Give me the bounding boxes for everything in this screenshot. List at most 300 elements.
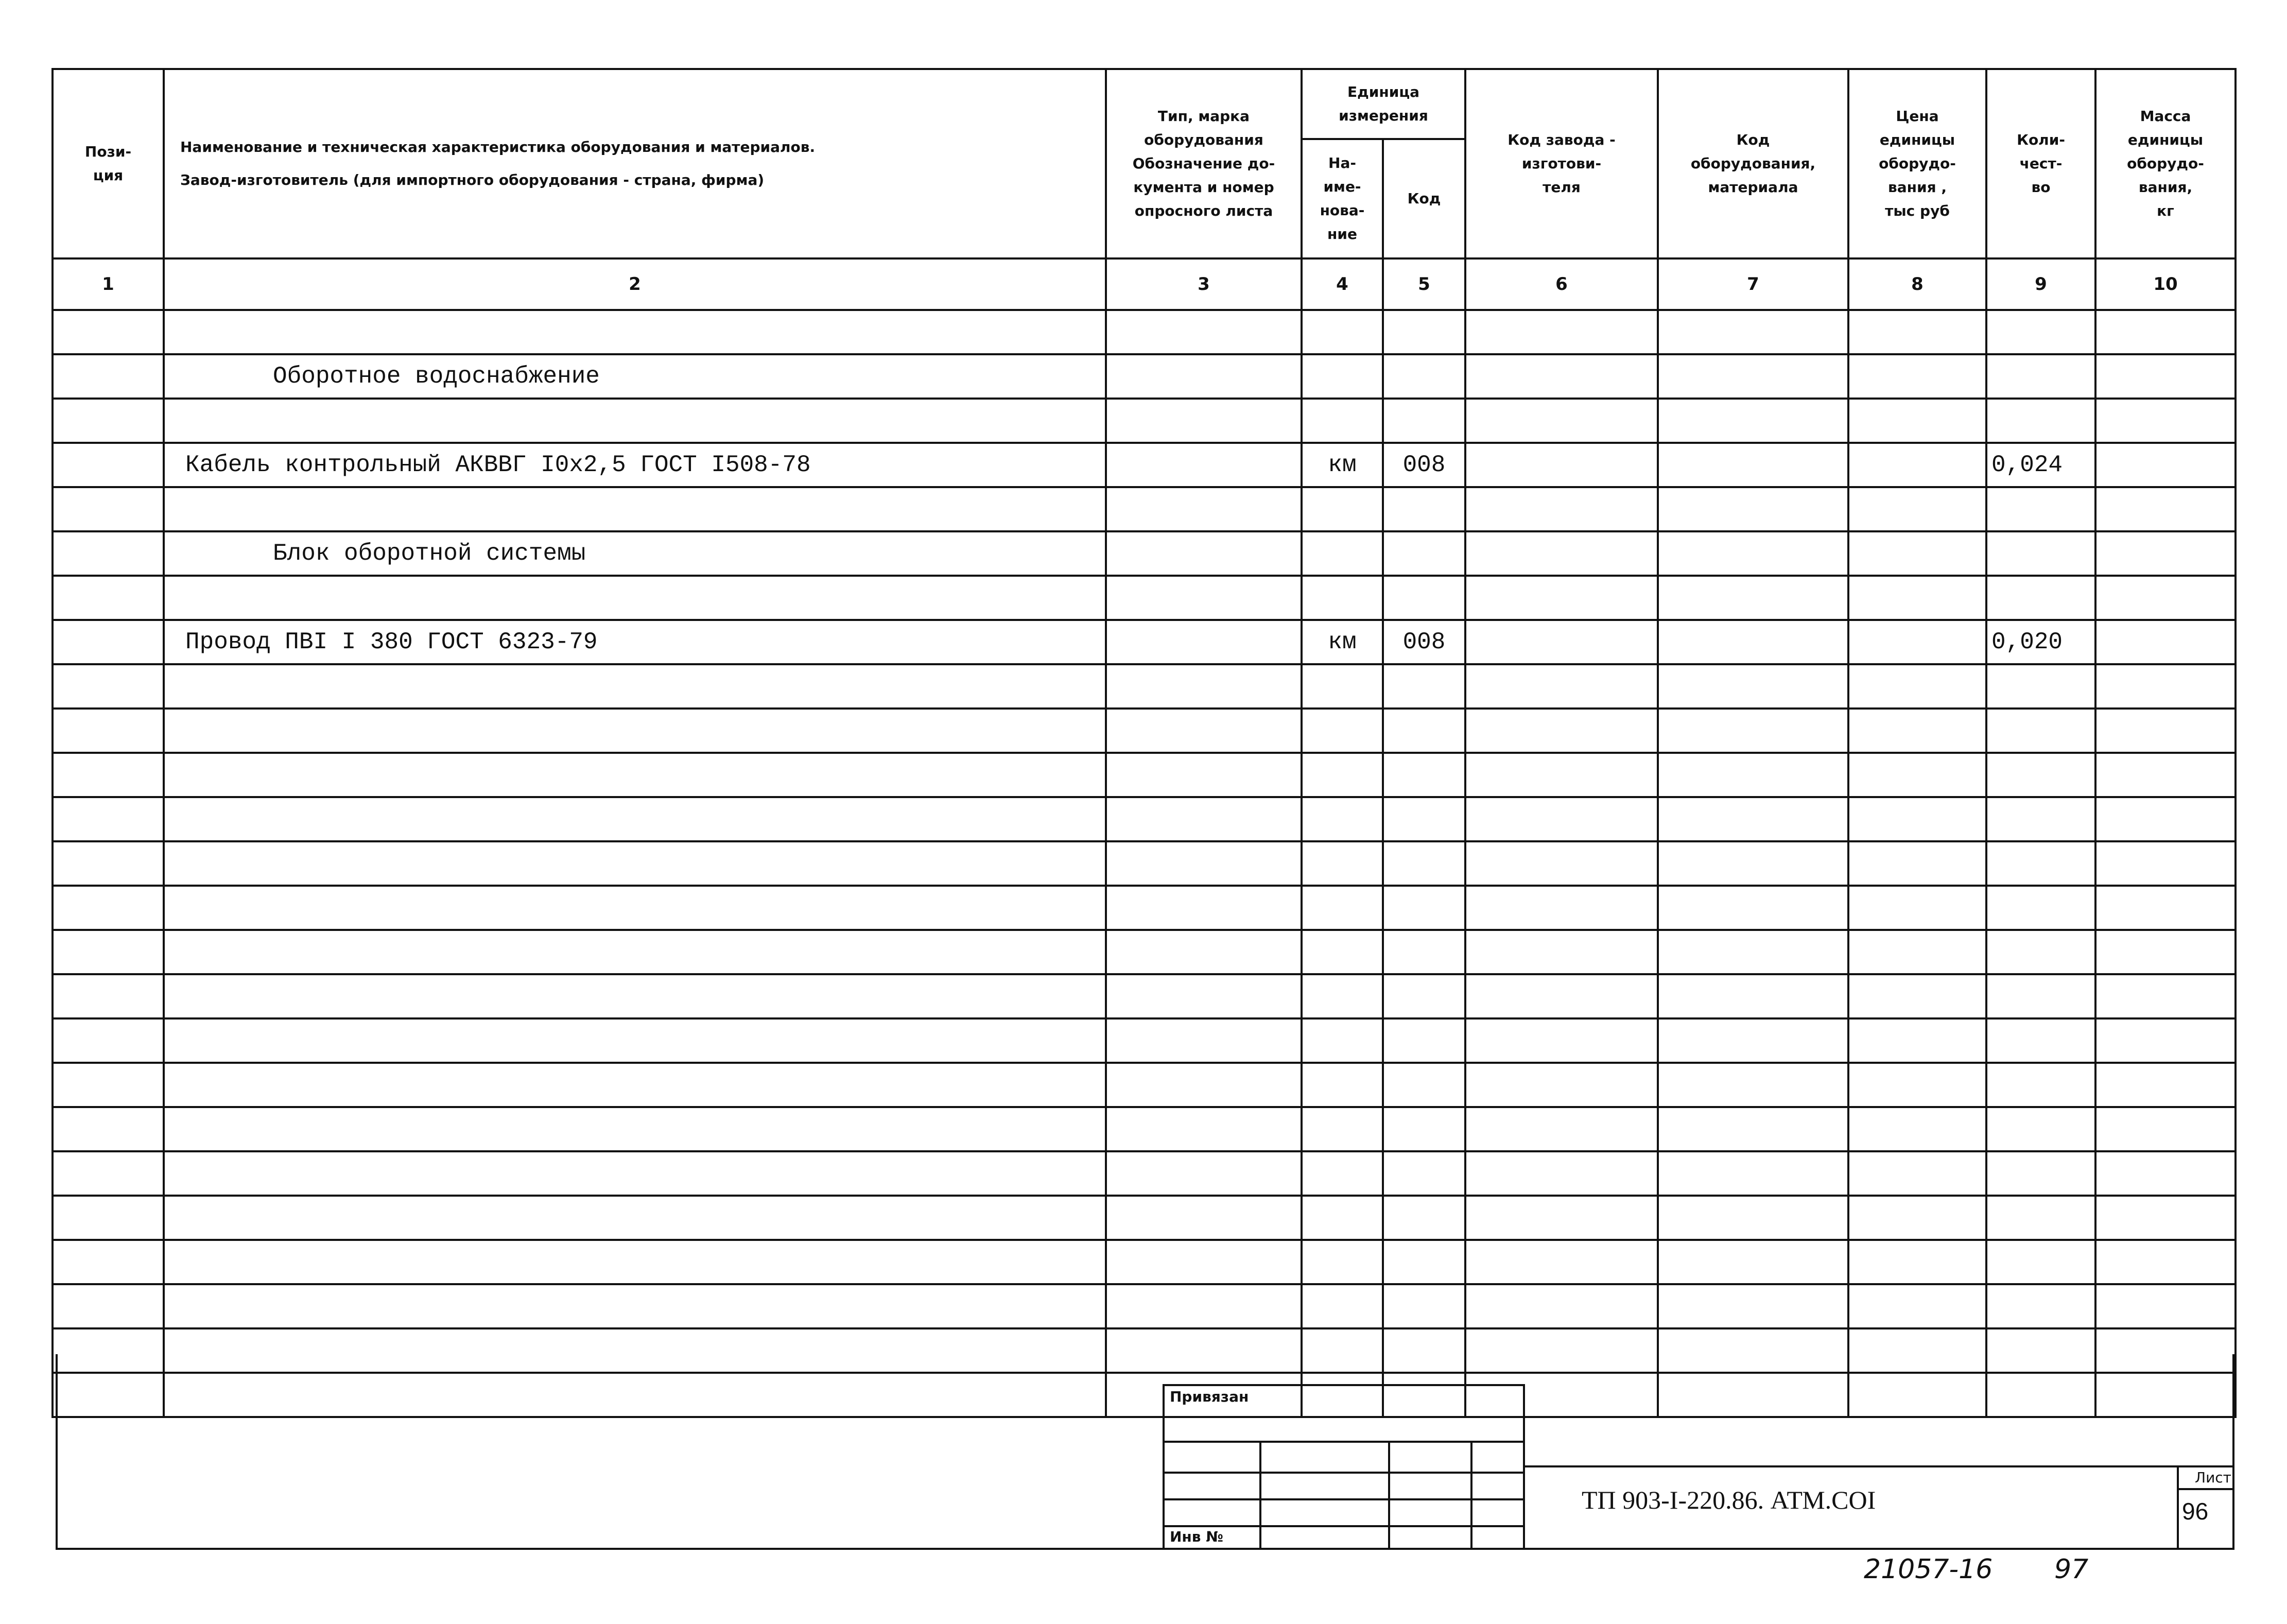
name-cell	[164, 310, 1106, 354]
equipment-code-cell	[1658, 709, 1848, 753]
sheet-box	[2177, 1465, 2234, 1550]
quantity-cell	[1986, 310, 2095, 354]
plant-code-cell	[1465, 841, 1658, 886]
type-cell	[1106, 576, 1302, 620]
name-cell	[164, 1151, 1106, 1196]
position-cell	[53, 1240, 164, 1284]
table-row	[53, 841, 2236, 886]
header-type	[1106, 69, 1302, 258]
equipment-code-cell	[1658, 886, 1848, 930]
plant-code-cell	[1465, 1063, 1658, 1107]
plant-code-cell	[1465, 1151, 1658, 1196]
table-row	[53, 576, 2236, 620]
name-cell	[164, 399, 1106, 443]
mass-cell	[2095, 487, 2236, 531]
price-cell	[1848, 664, 1986, 709]
name-cell	[164, 487, 1106, 531]
unit-name-cell: км	[1302, 443, 1383, 487]
header-mass-line5: кг	[2157, 202, 2174, 219]
name-cell: Провод ПВI I 380 ГОСТ 6323-79	[164, 620, 1106, 664]
name-cell	[164, 1063, 1106, 1107]
mass-cell	[2095, 1240, 2236, 1284]
type-cell	[1106, 841, 1302, 886]
header-unit-line1: Единица	[1347, 83, 1419, 100]
plant-code-cell	[1465, 399, 1658, 443]
plant-code-cell	[1465, 576, 1658, 620]
plant-code-cell	[1465, 310, 1658, 354]
header-unit-name-line2: име-	[1323, 178, 1361, 195]
table-row	[53, 1018, 2236, 1063]
equipment-code-cell	[1658, 354, 1848, 399]
equipment-code-cell	[1658, 1151, 1848, 1196]
quantity-cell	[1986, 709, 2095, 753]
unit-name-cell	[1302, 487, 1383, 531]
unit-code-cell	[1383, 399, 1465, 443]
position-cell	[53, 1018, 164, 1063]
header-name-line1: Наименование и техническая характеристика оборудования и материалов.	[180, 139, 816, 156]
document-code-box	[1525, 1465, 2234, 1550]
quantity-cell	[1986, 354, 2095, 399]
table-row	[53, 487, 2236, 531]
position-cell	[53, 1196, 164, 1240]
header-plant-line3: теля	[1543, 179, 1581, 196]
quantity-cell	[1986, 399, 2095, 443]
table-row	[53, 531, 2236, 576]
sheet-number: 96	[2182, 1498, 2209, 1525]
plant-code-cell	[1465, 1018, 1658, 1063]
mass-cell	[2095, 1107, 2236, 1151]
quantity-cell: 0,020	[1986, 620, 2095, 664]
mass-cell	[2095, 930, 2236, 974]
quantity-cell	[1986, 531, 2095, 576]
equipment-code-cell	[1658, 620, 1848, 664]
unit-name-cell	[1302, 886, 1383, 930]
mass-cell	[2095, 841, 2236, 886]
header-unit-name-line4: ние	[1327, 226, 1357, 243]
equipment-code-cell	[1658, 1240, 1848, 1284]
header-qty-line3: во	[2031, 179, 2051, 196]
unit-code-cell	[1383, 664, 1465, 709]
title-stamp	[1163, 1384, 1525, 1550]
header-unit-name-line3: нова-	[1320, 202, 1365, 219]
header-price	[1848, 69, 1986, 258]
quantity-cell	[1986, 753, 2095, 797]
plant-code-cell	[1465, 709, 1658, 753]
unit-name-cell	[1302, 531, 1383, 576]
price-cell	[1848, 443, 1986, 487]
unit-code-cell	[1383, 709, 1465, 753]
header-unit-name-line1: На-	[1328, 154, 1356, 171]
price-cell	[1848, 531, 1986, 576]
price-cell	[1848, 1151, 1986, 1196]
header-qty-line2: чест-	[2019, 155, 2063, 172]
plant-code-cell	[1465, 753, 1658, 797]
equipment-code-cell	[1658, 664, 1848, 709]
name-cell	[164, 1018, 1106, 1063]
type-cell	[1106, 487, 1302, 531]
name-cell	[164, 974, 1106, 1018]
mass-cell	[2095, 974, 2236, 1018]
type-cell	[1106, 664, 1302, 709]
header-mass-line1: Масса	[2140, 108, 2191, 125]
unit-code-cell	[1383, 1284, 1465, 1328]
plant-code-cell	[1465, 1196, 1658, 1240]
mass-cell	[2095, 399, 2236, 443]
quantity-cell	[1986, 930, 2095, 974]
header-quantity	[1986, 69, 2095, 258]
stamp-inv-label: Инв №	[1170, 1528, 1223, 1545]
position-cell	[53, 841, 164, 886]
quantity-cell	[1986, 1018, 2095, 1063]
header-price-line4: вания ,	[1888, 179, 1947, 196]
price-cell	[1848, 753, 1986, 797]
equipment-code-cell	[1658, 1063, 1848, 1107]
plant-code-cell	[1465, 354, 1658, 399]
plant-code-cell	[1465, 487, 1658, 531]
quantity-cell	[1986, 487, 2095, 531]
plant-code-cell	[1465, 1284, 1658, 1328]
unit-name-cell	[1302, 930, 1383, 974]
equipment-code-cell	[1658, 1196, 1848, 1240]
quantity-cell	[1986, 886, 2095, 930]
header-equip-line1: Код	[1736, 131, 1770, 148]
unit-code-cell	[1383, 531, 1465, 576]
unit-name-cell: км	[1302, 620, 1383, 664]
header-qty-line1: Коли-	[2017, 131, 2065, 148]
price-cell	[1848, 1018, 1986, 1063]
price-cell	[1848, 1284, 1986, 1328]
position-cell	[53, 487, 164, 531]
price-cell	[1848, 399, 1986, 443]
name-cell	[164, 1107, 1106, 1151]
column-numbers-row	[53, 258, 2236, 310]
header-type-line2: оборудования	[1144, 131, 1263, 148]
position-cell	[53, 930, 164, 974]
header-unit-line2: измерения	[1339, 107, 1428, 124]
mass-cell	[2095, 664, 2236, 709]
type-cell	[1106, 974, 1302, 1018]
name-cell	[164, 576, 1106, 620]
header-position-line1: Пози-	[84, 143, 132, 160]
mass-cell	[2095, 797, 2236, 841]
unit-name-cell	[1302, 841, 1383, 886]
price-cell	[1848, 487, 1986, 531]
type-cell	[1106, 886, 1302, 930]
unit-name-cell	[1302, 1107, 1383, 1151]
position-cell	[53, 1063, 164, 1107]
name-cell: Кабель контрольный АКВВГ I0х2,5 ГОСТ I508-78	[164, 443, 1106, 487]
column-number: 10	[2095, 258, 2236, 310]
column-number: 9	[1986, 258, 2095, 310]
plant-code-cell	[1465, 1107, 1658, 1151]
plant-code-cell	[1465, 620, 1658, 664]
unit-code-cell	[1383, 487, 1465, 531]
unit-code-cell	[1383, 1107, 1465, 1151]
type-cell	[1106, 797, 1302, 841]
unit-code-cell	[1383, 1018, 1465, 1063]
quantity-cell	[1986, 664, 2095, 709]
unit-name-cell	[1302, 974, 1383, 1018]
name-cell	[164, 753, 1106, 797]
plant-code-cell	[1465, 974, 1658, 1018]
document-code: ТП 903-I-220.86. АТМ.СОI	[1582, 1485, 1876, 1514]
column-number: 2	[164, 258, 1106, 310]
table-row	[53, 1284, 2236, 1328]
plant-code-cell	[1465, 531, 1658, 576]
stamp-linked-label: Привязан	[1170, 1388, 1249, 1405]
position-cell	[53, 620, 164, 664]
quantity-cell	[1986, 1151, 2095, 1196]
plant-code-cell	[1465, 797, 1658, 841]
column-number: 6	[1465, 258, 1658, 310]
position-cell	[53, 576, 164, 620]
table-row	[53, 620, 2236, 664]
plant-code-cell	[1465, 886, 1658, 930]
mass-cell	[2095, 1196, 2236, 1240]
mass-cell	[2095, 753, 2236, 797]
name-cell	[164, 709, 1106, 753]
type-cell	[1106, 1063, 1302, 1107]
equipment-code-cell	[1658, 399, 1848, 443]
unit-code-cell	[1383, 576, 1465, 620]
equipment-code-cell	[1658, 974, 1848, 1018]
position-cell	[53, 664, 164, 709]
price-cell	[1848, 886, 1986, 930]
header-plant-line1: Код завода -	[1508, 131, 1616, 148]
mass-cell	[2095, 886, 2236, 930]
mass-cell	[2095, 443, 2236, 487]
mass-cell	[2095, 1284, 2236, 1328]
header-name	[164, 69, 1106, 258]
name-cell	[164, 841, 1106, 886]
column-number: 7	[1658, 258, 1848, 310]
type-cell	[1106, 531, 1302, 576]
mass-cell	[2095, 709, 2236, 753]
column-number: 1	[53, 258, 164, 310]
plant-code-cell	[1465, 443, 1658, 487]
quantity-cell	[1986, 1284, 2095, 1328]
name-cell: Блок оборотной системы	[164, 531, 1106, 576]
column-number: 4	[1302, 258, 1383, 310]
column-number: 8	[1848, 258, 1986, 310]
plant-code-cell	[1465, 930, 1658, 974]
unit-code-cell	[1383, 1063, 1465, 1107]
price-cell	[1848, 1107, 1986, 1151]
type-cell	[1106, 1196, 1302, 1240]
header-equip-line3: материала	[1708, 179, 1798, 196]
position-cell	[53, 310, 164, 354]
header-price-line5: тыс руб	[1885, 202, 1950, 219]
header-mass-line3: оборудо-	[2127, 155, 2204, 172]
table-row	[53, 709, 2236, 753]
type-cell	[1106, 930, 1302, 974]
plant-code-cell	[1465, 664, 1658, 709]
type-cell	[1106, 354, 1302, 399]
equipment-code-cell	[1658, 531, 1848, 576]
unit-name-cell	[1302, 1063, 1383, 1107]
price-cell	[1848, 576, 1986, 620]
unit-name-cell	[1302, 709, 1383, 753]
table-row	[53, 1240, 2236, 1284]
position-cell	[53, 1151, 164, 1196]
unit-code-cell	[1383, 354, 1465, 399]
table-body	[53, 310, 2236, 1417]
header-price-line3: оборудо-	[1879, 155, 1956, 172]
name-cell	[164, 1196, 1106, 1240]
header-mass-line2: единицы	[2127, 131, 2204, 148]
unit-code-cell	[1383, 974, 1465, 1018]
specification-table	[51, 68, 2237, 1418]
equipment-code-cell	[1658, 310, 1848, 354]
price-cell	[1848, 709, 1986, 753]
table-row	[53, 399, 2236, 443]
unit-name-cell	[1302, 1151, 1383, 1196]
quantity-cell	[1986, 1107, 2095, 1151]
sheet-label: Лист	[2179, 1465, 2234, 1490]
header-unit-code: Код	[1383, 139, 1465, 258]
table-row	[53, 1107, 2236, 1151]
equipment-code-cell	[1658, 487, 1848, 531]
header-plant-code	[1465, 69, 1658, 258]
quantity-cell	[1986, 1063, 2095, 1107]
type-cell	[1106, 1107, 1302, 1151]
column-number: 3	[1106, 258, 1302, 310]
header-position-line2: ция	[93, 167, 124, 184]
unit-code-cell	[1383, 797, 1465, 841]
equipment-code-cell	[1658, 797, 1848, 841]
type-cell	[1106, 399, 1302, 443]
table-row	[53, 797, 2236, 841]
position-cell	[53, 797, 164, 841]
unit-code-cell	[1383, 310, 1465, 354]
position-cell	[53, 753, 164, 797]
type-cell	[1106, 1284, 1302, 1328]
price-cell	[1848, 620, 1986, 664]
mass-cell	[2095, 1151, 2236, 1196]
header-mass	[2095, 69, 2236, 258]
unit-name-cell	[1302, 664, 1383, 709]
table-row	[53, 1063, 2236, 1107]
table-row	[53, 310, 2236, 354]
header-name-line2: Завод-изготовитель (для импортного оборудования - страна, фирма)	[180, 171, 765, 188]
equipment-code-cell	[1658, 1018, 1848, 1063]
unit-code-cell	[1383, 886, 1465, 930]
table-row	[53, 664, 2236, 709]
mass-cell	[2095, 576, 2236, 620]
mass-cell	[2095, 620, 2236, 664]
header-price-line2: единицы	[1879, 131, 1955, 148]
unit-name-cell	[1302, 354, 1383, 399]
type-cell	[1106, 443, 1302, 487]
table-row	[53, 974, 2236, 1018]
quantity-cell: 0,024	[1986, 443, 2095, 487]
name-cell	[164, 1240, 1106, 1284]
type-cell	[1106, 620, 1302, 664]
type-cell	[1106, 709, 1302, 753]
header-type-line1: Тип, марка	[1157, 108, 1250, 125]
position-cell	[53, 709, 164, 753]
name-cell	[164, 797, 1106, 841]
price-cell	[1848, 974, 1986, 1018]
header-unit-group	[1302, 69, 1465, 139]
type-cell	[1106, 753, 1302, 797]
name-cell	[164, 930, 1106, 974]
header-type-line5: опросного листа	[1134, 202, 1273, 219]
unit-code-cell	[1383, 1240, 1465, 1284]
quantity-cell	[1986, 576, 2095, 620]
type-cell	[1106, 1151, 1302, 1196]
position-cell	[53, 399, 164, 443]
mass-cell	[2095, 531, 2236, 576]
unit-code-cell	[1383, 1151, 1465, 1196]
position-cell	[53, 443, 164, 487]
unit-code-cell	[1383, 1196, 1465, 1240]
table-row	[53, 1196, 2236, 1240]
unit-name-cell	[1302, 1284, 1383, 1328]
unit-code-cell	[1383, 930, 1465, 974]
name-cell	[164, 886, 1106, 930]
unit-name-cell	[1302, 399, 1383, 443]
header-mass-line4: вания,	[2138, 179, 2193, 196]
quantity-cell	[1986, 1196, 2095, 1240]
unit-name-cell	[1302, 797, 1383, 841]
position-cell	[53, 974, 164, 1018]
footer-page-number: 97	[2054, 1554, 2089, 1585]
footer-archive-number: 21057-16	[1864, 1554, 1993, 1585]
unit-name-cell	[1302, 1240, 1383, 1284]
price-cell	[1848, 354, 1986, 399]
unit-code-cell	[1383, 753, 1465, 797]
quantity-cell	[1986, 1240, 2095, 1284]
equipment-code-cell	[1658, 930, 1848, 974]
position-cell	[53, 1107, 164, 1151]
table-row	[53, 930, 2236, 974]
price-cell	[1848, 310, 1986, 354]
position-cell	[53, 531, 164, 576]
plant-code-cell	[1465, 1240, 1658, 1284]
unit-name-cell	[1302, 310, 1383, 354]
header-equipment-code	[1658, 69, 1848, 258]
unit-code-cell: 008	[1383, 443, 1465, 487]
unit-name-cell	[1302, 576, 1383, 620]
quantity-cell	[1986, 797, 2095, 841]
mass-cell	[2095, 310, 2236, 354]
price-cell	[1848, 1196, 1986, 1240]
equipment-code-cell	[1658, 753, 1848, 797]
type-cell	[1106, 1240, 1302, 1284]
header-type-line4: кумента и номер	[1133, 179, 1274, 196]
header-price-line1: Цена	[1896, 108, 1939, 125]
equipment-code-cell	[1658, 1284, 1848, 1328]
position-cell	[53, 354, 164, 399]
header-position	[53, 69, 164, 258]
quantity-cell	[1986, 841, 2095, 886]
equipment-code-cell	[1658, 443, 1848, 487]
equipment-code-cell	[1658, 576, 1848, 620]
quantity-cell	[1986, 974, 2095, 1018]
table-row	[53, 753, 2236, 797]
mass-cell	[2095, 1063, 2236, 1107]
price-cell	[1848, 797, 1986, 841]
name-cell	[164, 664, 1106, 709]
price-cell	[1848, 1240, 1986, 1284]
unit-name-cell	[1302, 1196, 1383, 1240]
table-row	[53, 354, 2236, 399]
table-row	[53, 1151, 2236, 1196]
position-cell	[53, 886, 164, 930]
table-row	[53, 443, 2236, 487]
type-cell	[1106, 1018, 1302, 1063]
